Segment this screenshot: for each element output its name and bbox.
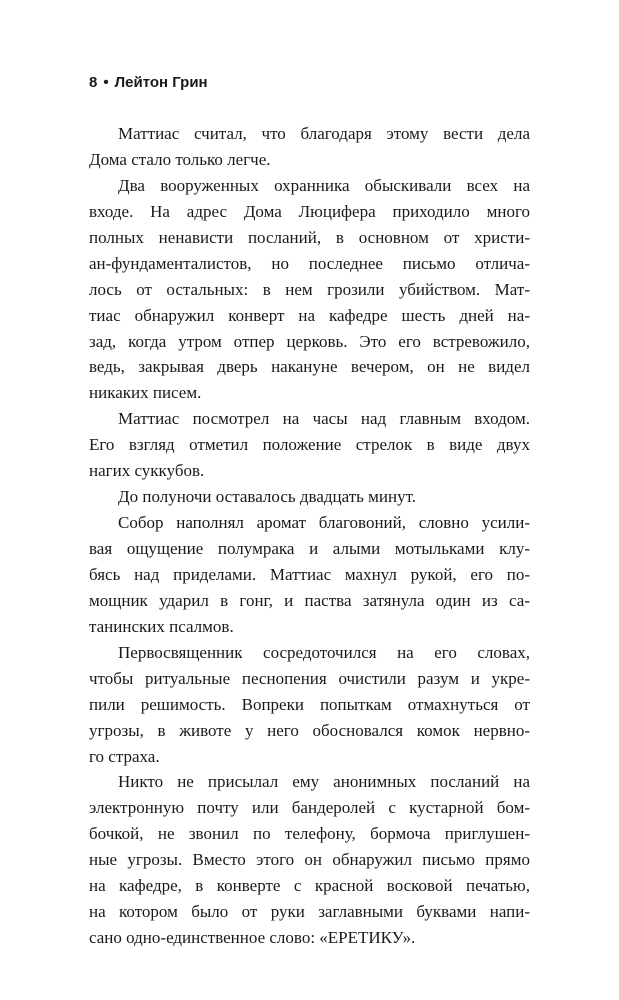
body-text [89,121,530,951]
text-line: тиас обнаружил конверт на кафедре шесть дней на- [89,305,530,325]
text-line: бочкой, не звонил по телефону, бормоча приглушен- [89,824,530,844]
paragraph [89,510,530,640]
text-line: входе. На адрес Дома Люцифера приходило много [89,201,530,221]
paragraph [89,406,530,484]
text-line: вая ощущение полумрака и алыми мотыльками клу- [89,539,530,558]
text-line: чтобы ритуальные песнопения очистили разум и укре- [89,668,530,688]
text-line: зад, когда утром отпер церковь. Это его встревожило, [89,331,530,351]
text-line: Первосвященник сосредоточился на его словах, [118,642,530,662]
text-line: ведь, закрывая дверь накануне вечером, он не видел [89,357,530,377]
text-line: Собор наполнял аромат благовоний, словно усили- [118,513,530,533]
text-line: Маттиас считал, что благодаря этому вести дела [118,124,530,143]
text-line: Никто не присылал ему анонимных посланий на [118,772,530,792]
paragraph [89,121,530,173]
text-line: лось от остальных: в нем грозили убийством. Мат- [89,279,530,299]
running-head [89,74,208,92]
paragraph [89,173,530,406]
text-line: Его взгляд отметил положение стрелок в виде двух [89,435,530,455]
text-line: угрозы, в животе у него обосновался комок нервно- [89,720,530,740]
text-line: Два вооруженных охранника обыскивали всех на [118,175,530,195]
text-line: Дома стало только легче. [89,149,271,169]
page-number: 8 [89,74,98,91]
text-line: ан-фундаменталистов, но последнее письмо отлича- [89,253,530,273]
text-line: нагих суккубов. [89,461,205,481]
text-line: Маттиас посмотрел на часы над главным входом. [118,409,530,429]
text-line: электронную почту или бандеролей с кустарной бом- [89,798,530,818]
header-separator: • [103,74,109,91]
text-line: пили решимость. Вопреки попыткам отмахнуться от [89,694,530,714]
text-line: сано одно-единственное слово: «ЕРЕТИКУ». [89,928,416,948]
author-name: Лейтон Грин [114,74,208,91]
text-line: танинских псалмов. [89,616,234,636]
text-line: на кафедре, в конверте с красной восковой печатью, [89,876,530,896]
paragraph [89,484,530,510]
paragraph [89,640,530,770]
text-line: бясь над приделами. Маттиас махнул рукой, его по- [89,564,530,584]
text-line: никаких писем. [89,383,202,403]
text-line: ные угрозы. Вместо этого он обнаружил письмо прямо [89,850,530,870]
text-line: До полуночи оставалось двадцать минут. [118,487,416,507]
paragraph [89,769,530,951]
text-line: го страха. [89,746,160,766]
text-line: полных ненависти посланий, в основном от христи- [89,227,530,247]
text-line: мощник ударил в гонг, и паства затянула один из са- [89,590,530,610]
text-line: на котором было от руки заглавными буквами напи- [89,902,530,922]
